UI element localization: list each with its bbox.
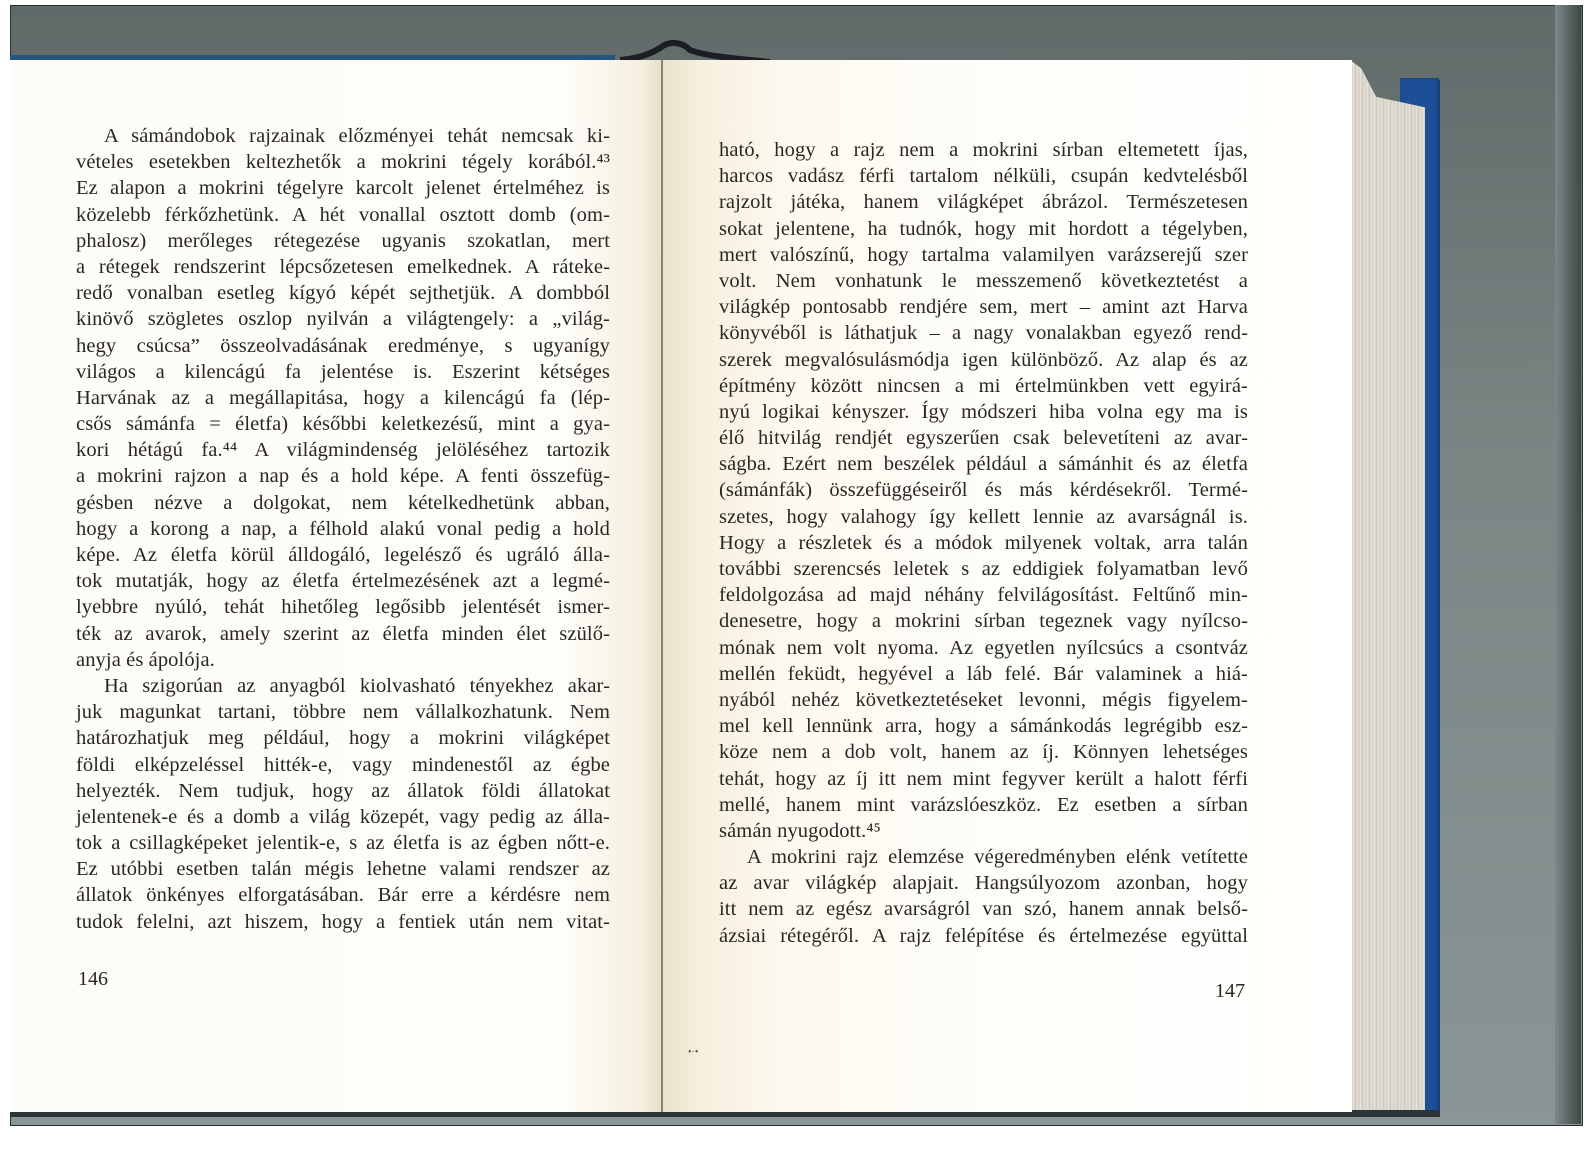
text-line: további szerencsés leletek s az eddigiek folyamatban levő bbox=[719, 558, 1248, 580]
text-line: szerek megvalósulásmódja igen különböző. Az alap és az bbox=[719, 348, 1248, 371]
text-line: harcos vadász férfi tartalom nélküli, csupán kedvtelésből bbox=[719, 165, 1248, 188]
text-line: állatok önkényes elforgatásában. Bár erre a kérdésre nem bbox=[76, 884, 610, 907]
scan-speck: •·• bbox=[688, 1047, 699, 1058]
text-line: kinövő szögletes oszlop nyilván a világtengely: a „világ- bbox=[76, 308, 610, 331]
page-number-right: 147 bbox=[1215, 980, 1245, 1002]
page-number-left: 146 bbox=[78, 968, 108, 990]
text-line: helyezték. Nem tudjuk, hogy az állatok földi állatokat bbox=[76, 779, 610, 802]
text-line: mellé, hanem mint varázslóeszköz. Ez esetben a sírban bbox=[719, 793, 1248, 816]
text-line: volt. Nem vonhatunk le messzemenő következtetést a bbox=[719, 269, 1248, 292]
text-line: Ez alapon a mokrini tégelyre karcolt jelenet értelméhez is bbox=[76, 177, 610, 200]
text-line: az avar világkép alapjait. Hangsúlyozom azonban, hogy bbox=[719, 872, 1248, 895]
text-line: csős sámánfa = életfa) későbbi keletkezésű, mint a gya- bbox=[76, 413, 610, 436]
scanner-edge-shadow bbox=[1555, 5, 1581, 1124]
text-line: mert valószínű, hogy tartalma valamilyen varázserejű szer bbox=[719, 243, 1248, 266]
text-line: denesetre, hogy a mokrini sírban tegeznek vagy nyílcso- bbox=[719, 610, 1248, 633]
text-line: világkép pontosabb rendjére sem, mert – amint azt Harva bbox=[719, 296, 1248, 319]
text-line: élő hitvilág rendjét egyszerűen csak belevetíteni az avar- bbox=[719, 427, 1248, 450]
text-line: redő vonalban esetleg kígyó képét sejthetjük. A dombból bbox=[76, 282, 610, 305]
text-line: a mokrini rajzon a nap és a hold képe. A fenti összefüg- bbox=[76, 465, 610, 488]
text-line: juk magunkat tartani, többre nem vállalkozhatunk. Nem bbox=[76, 701, 610, 724]
text-line: kori hétágú fa.⁴⁴ A világmindenség jelöléséhez tartozik bbox=[76, 439, 610, 462]
text-line: ságba. Ezért nem beszélek például a sámánhit és az életfa bbox=[719, 453, 1248, 476]
text-line: lyebbre nyúló, tehát hihetőleg legősibb jelentését ismer- bbox=[76, 596, 610, 619]
text-line: mónak nem volt nyoma. Az egyetlen nyílcsúcs a csontváz bbox=[719, 636, 1248, 659]
text-line: Harvának az a megállapitása, hogy a kilencágú fa (lép- bbox=[76, 386, 610, 409]
text-line: építmény között nincsen a mi értelmünkben vett egyirá- bbox=[719, 374, 1248, 397]
page-stack-edge bbox=[1350, 60, 1425, 1112]
text-line: hegy csúcsa” összeolvadásának eredménye, s ugyanígy bbox=[76, 334, 610, 357]
text-line: anyja és ápolója. bbox=[76, 648, 215, 671]
text-line: tudok felelni, azt hiszem, hogy a fentiek után nem vitat- bbox=[76, 910, 610, 933]
text-line: itt nem az egész avarságról van szó, hanem annak belső- bbox=[719, 898, 1248, 921]
text-line: rajzolt játéka, hanem világképet ábrázol. Természetesen bbox=[719, 191, 1248, 214]
text-line: köze nem a dob volt, hanem az íj. Könnyen lehetséges bbox=[719, 741, 1248, 764]
text-line: sokat jelentene, ha tudnók, hogy mit hordott a tégelyben, bbox=[719, 217, 1248, 240]
text-line: könyvéből is láthatjuk – a nagy vonalakban egyező rend- bbox=[719, 322, 1248, 345]
text-line: határozhatjuk meg például, hogy a mokrini világképet bbox=[76, 727, 610, 750]
text-line: ázsiai rétegéről. A rajz felépítése és értelmezése együttal bbox=[719, 924, 1248, 947]
text-line: vételes esetekben keltezhetők a mokrini tégely korából.⁴³ bbox=[76, 151, 610, 174]
text-line: közelebb férkőzhetünk. A hét vonallal osztott domb (om- bbox=[76, 203, 610, 226]
text-line: mellén feküdt, hegyével a láb felé. Bár valaminek a hiá- bbox=[719, 662, 1248, 685]
text-line: képe. Az életfa körül álldogáló, legelésző és ugráló álla- bbox=[76, 544, 610, 566]
text-line: tok mutatják, hogy az életfa értelmezésének azt a legmé- bbox=[76, 570, 610, 593]
text-line: mel kell lennünk arra, hogy a sámánkodás legrégibb esz- bbox=[719, 715, 1248, 738]
text-line: A mokrini rajz elemzése végeredményben elénk vetítette bbox=[747, 846, 1248, 869]
text-line: jelentenek-e és a domb a világ közepét, vagy pedig az álla- bbox=[76, 805, 610, 828]
text-line: gésben nézve a dolgokat, nem kételkedhetünk abban, bbox=[76, 491, 610, 514]
text-line: Ha szigorúan az anyagból kiolvasható tényekhez akar- bbox=[104, 674, 610, 697]
text-line: A sámándobok rajzainak előzményei tehát nemcsak ki- bbox=[104, 125, 610, 147]
text-line: szetes, hogy valahogy így kellett lennie az avarságnál is. bbox=[719, 505, 1248, 528]
text-line: phalosz) merőleges rétegezése ugyanis szokatlan, mert bbox=[76, 229, 610, 252]
text-line: Hogy a részletek és a módok milyenek voltak, arra talán bbox=[719, 531, 1248, 554]
text-line: hogy a korong a nap, a félhold alakú vonal pedig a hold bbox=[76, 517, 610, 540]
text-line: ható, hogy a rajz nem a mokrini sírban eltemetett íjas, bbox=[719, 139, 1248, 161]
text-line: Ez utóbbi esetben talán mégis lehetne valami rendszer az bbox=[76, 858, 610, 881]
text-line: (sámánfák) összefüggéseiről és más kérdésekről. Termé- bbox=[719, 479, 1248, 502]
left-page-text bbox=[76, 123, 610, 935]
text-line: nyú logikai kényszer. Így módszeri hiba volna egy ma is bbox=[719, 400, 1248, 423]
text-line: sámán nyugodott.⁴⁵ bbox=[719, 819, 881, 842]
text-line: tehát, hogy az íj itt nem mint fegyver került a halott férfi bbox=[719, 767, 1248, 790]
book-gutter bbox=[661, 60, 663, 1112]
text-line: földi elképzeléssel hitték-e, vagy mindenestől az égbe bbox=[76, 753, 610, 776]
text-line: világos a kilencágú fa jelentése is. Eszerint kétséges bbox=[76, 360, 610, 383]
text-line: feldolgozása ad majd néhány felvilágosítást. Feltűnő min- bbox=[719, 584, 1248, 607]
text-line: ték az avarok, amely szerint az életfa minden élet szülő- bbox=[76, 622, 610, 645]
text-line: nyából nehéz következtetéseket levonni, mégis figyelem- bbox=[719, 688, 1248, 711]
right-page-text bbox=[719, 137, 1248, 949]
text-line: tok a csillagképeket jelentik-e, s az életfa is az égben nőtt-e. bbox=[76, 832, 610, 855]
text-line: a rétegek rendszerint lépcsőzetesen emelkednek. A ráteke- bbox=[76, 255, 610, 278]
